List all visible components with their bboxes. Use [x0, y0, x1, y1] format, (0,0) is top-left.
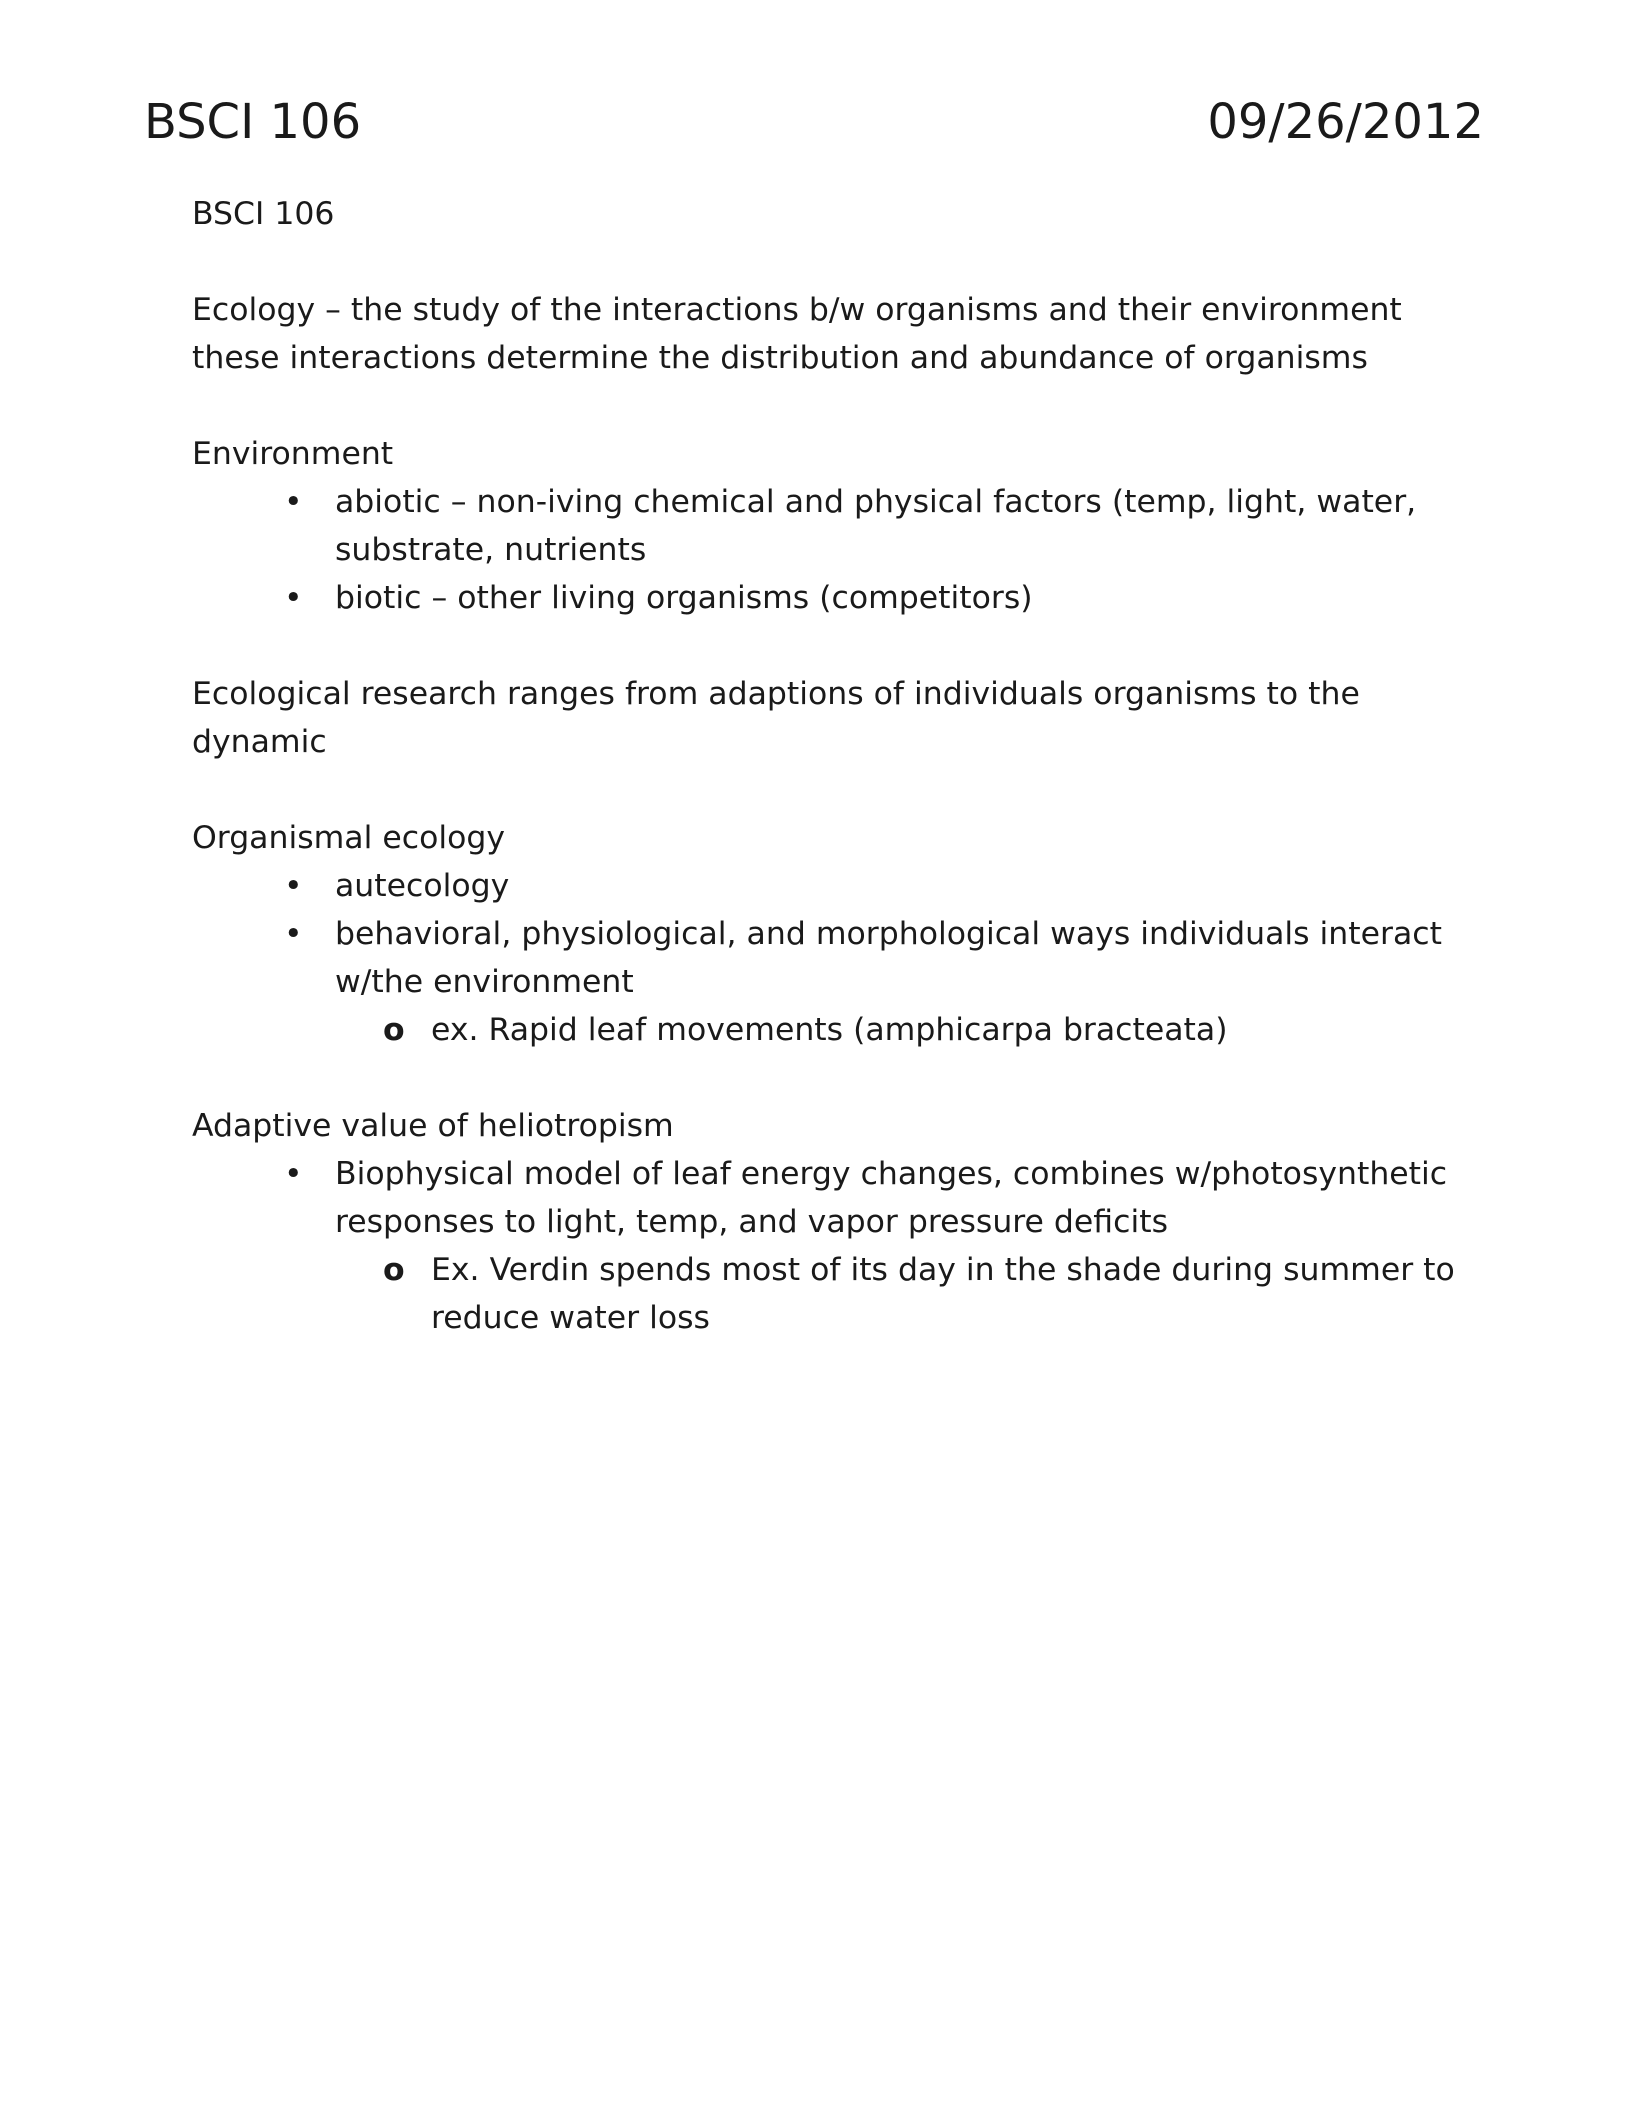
- sub-list-item-text: ex. Rapid leaf movements (amphicarpa bracteata): [431, 1012, 1228, 1048]
- bullet-icon: •: [284, 580, 303, 616]
- ecology-definition: Ecology – the study of the interactions b/w organisms and their environment: [192, 292, 1402, 328]
- bullet-icon: •: [284, 1156, 303, 1192]
- list-item: [192, 478, 1482, 574]
- organismal-sub-list: [335, 1006, 1482, 1054]
- notes-body: [192, 190, 1482, 1342]
- organismal-heading: Organismal ecology: [192, 820, 506, 856]
- environment-list: [192, 478, 1482, 622]
- heliotropism-list: [192, 1150, 1482, 1342]
- list-item: [192, 862, 1482, 910]
- spacer: [192, 766, 1482, 814]
- sub-bullet-icon: o: [383, 1012, 405, 1048]
- research-paragraph: Ecological research ranges from adaptions of individuals organisms to the dynamic: [192, 676, 1360, 760]
- header-date: 09/26/2012: [1207, 94, 1484, 150]
- list-item: [192, 1150, 1482, 1342]
- sub-bullet-icon: o: [383, 1252, 405, 1288]
- course-line: BSCI 106: [192, 196, 335, 232]
- ecology-definition-continued: these interactions determine the distribution and abundance of organisms: [192, 340, 1368, 376]
- list-item-text: autecology: [335, 868, 510, 904]
- heliotropism-sub-list: [335, 1246, 1482, 1342]
- spacer: [192, 622, 1482, 670]
- organismal-list: [192, 862, 1482, 1054]
- list-item-text: Biophysical model of leaf energy changes, combines w/photosynthetic responses to light, temp, and vapor pressure deficits: [335, 1156, 1448, 1240]
- page-header: [144, 92, 1484, 152]
- sub-list-item: [335, 1006, 1482, 1054]
- list-item-text: behavioral, physiological, and morphological ways individuals interact w/the environment: [335, 916, 1442, 1000]
- sub-list-item-text: Ex. Verdin spends most of its day in the shade during summer to reduce water loss: [431, 1252, 1455, 1336]
- bullet-icon: •: [284, 868, 303, 904]
- bullet-icon: •: [284, 484, 303, 520]
- bullet-icon: •: [284, 916, 303, 952]
- spacer: [192, 238, 1482, 286]
- environment-heading: Environment: [192, 436, 394, 472]
- header-course-title: BSCI 106: [144, 94, 362, 150]
- spacer: [192, 1054, 1482, 1102]
- list-item: [192, 910, 1482, 1054]
- sub-list-item: [335, 1246, 1482, 1342]
- list-item: [192, 574, 1482, 622]
- list-item-text: biotic – other living organisms (competitors): [335, 580, 1033, 616]
- heliotropism-heading: Adaptive value of heliotropism: [192, 1108, 674, 1144]
- spacer: [192, 382, 1482, 430]
- list-item-text: abiotic – non-iving chemical and physical factors (temp, light, water, substrate, nutrients: [335, 484, 1417, 568]
